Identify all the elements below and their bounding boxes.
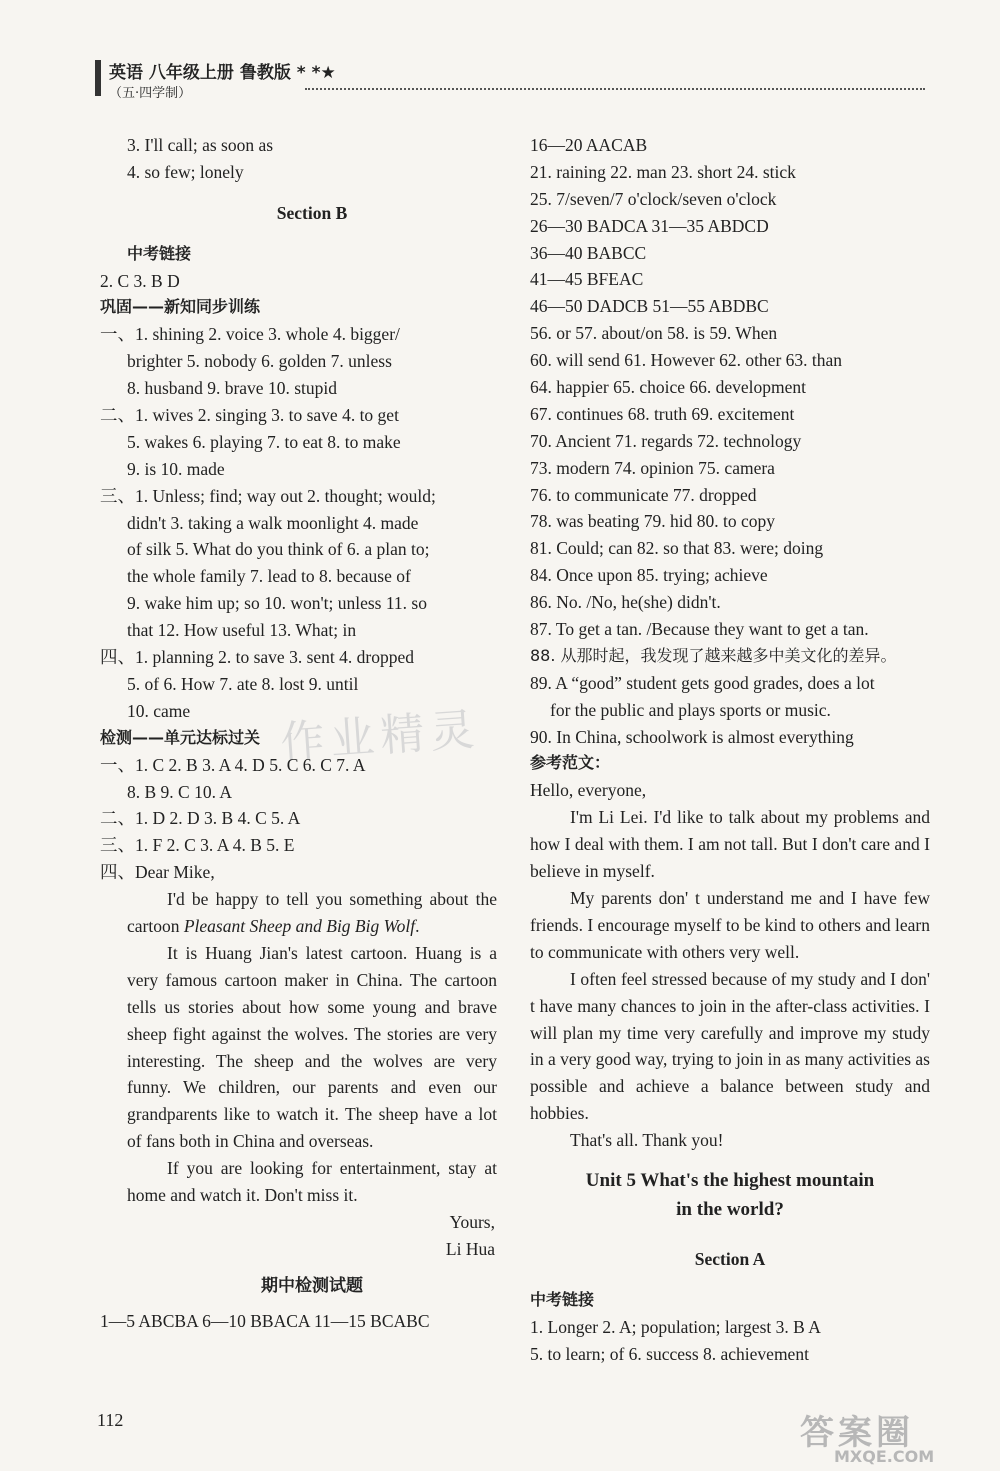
answer-line: 90. In China, schoolwork is almost everything — [530, 726, 854, 747]
answer-line: brighter 5. nobody 6. golden 7. unless — [127, 351, 392, 372]
essay-paragraph: I'm Li Lei. I'd like to talk about my problems and how I deal with them. I am not tall. But I don't care and I believe in myself. — [530, 807, 930, 882]
header-title: 英语 八年级上册 鲁教版 * *★ — [109, 63, 336, 83]
answer-line: 二、1. wives 2. singing 3. to save 4. to get — [100, 405, 399, 426]
answer-line: 25. 7/seven/7 o'clock/seven o'clock — [530, 188, 777, 209]
answer-line: 78. was beating 79. hid 80. to copy — [530, 511, 775, 532]
answer-line: 21. raining 22. man 23. short 24. stick — [530, 161, 796, 182]
answer-line: 一、1. shining 2. voice 3. whole 4. bigger/ — [100, 324, 400, 345]
subsection-heading: 中考链接 — [127, 243, 192, 263]
left-column — [100, 132, 497, 1335]
center-watermark: 作业精灵 — [278, 704, 482, 769]
answer-line: 1—5 ABCBA 6—10 BBACA 11—15 BCABC — [100, 1310, 430, 1331]
answer-line: 60. will send 61. However 62. other 63. than — [530, 350, 843, 371]
answer-line: 四、Dear Mike, — [100, 862, 215, 883]
answer-line: 87. To get a tan. /Because they want to get a tan. — [530, 619, 869, 640]
answer-line: 9. is 10. made — [127, 458, 225, 479]
letter-paragraph: I'd be happy to tell you something about the cartoon Pleasant Sheep and Big Big Wolf. — [127, 889, 497, 936]
answer-line: 四、1. planning 2. to save 3. sent 4. dropped — [100, 647, 414, 668]
answer-line: 84. Once upon 85. trying; achieve — [530, 565, 768, 586]
answer-line: of silk 5. What do you think of 6. a plan to; — [127, 539, 430, 560]
model-essay-heading: 参考范文： — [530, 753, 611, 773]
subsection-heading: 检测——单元达标过关 — [100, 727, 261, 747]
answer-line: 64. happier 65. choice 66. development — [530, 377, 807, 398]
answer-line: 4. so few; lonely — [127, 161, 244, 182]
page-header — [95, 58, 925, 104]
letter-paragraph: If you are looking for entertainment, stay at home and watch it. Don't miss it. — [127, 1158, 497, 1206]
essay-paragraph: I often feel stressed because of my study and I don' t have many chances to join in the after-class activities. I will plan my time very carefully and improve my study in a very good way, trying to join in as many activities as possible and achieve a balance between study and hobbies. — [530, 968, 930, 1124]
answer-line: 88. 从那时起，我发现了越来越多中美文化的差异。 — [530, 645, 897, 665]
section-heading: Section A — [694, 1249, 766, 1270]
answer-line: 5. of 6. How 7. ate 8. lost 9. until — [127, 673, 359, 694]
header-bar — [95, 60, 101, 96]
answer-line: the whole family 7. lead to 8. because of — [127, 566, 411, 587]
answer-line: 70. Ancient 71. regards 72. technology — [530, 430, 802, 451]
answer-line: 1. Longer 2. A; population; largest 3. B A — [530, 1316, 821, 1337]
header-dotted-rule — [305, 88, 925, 90]
site-watermark: 答案圈 MXQE.COM — [800, 1413, 935, 1466]
answer-line: 三、1. Unless; find; way out 2. thought; would; — [100, 485, 436, 506]
subsection-heading: 巩固——新知同步训练 — [100, 297, 261, 317]
answer-line: 3. I'll call; as soon as — [127, 135, 274, 155]
answer-line: 8. husband 9. brave 10. stupid — [127, 378, 337, 399]
cartoon-title: Pleasant Sheep and Big Big Wolf — [183, 915, 416, 936]
answer-line: 一、1. C 2. B 3. A 4. D 5. C 6. C 7. A — [100, 754, 366, 775]
letter-signature: Li Hua — [445, 1238, 495, 1259]
answer-line: 10. came — [127, 700, 191, 721]
page-number: 112 — [97, 1410, 124, 1430]
subsection-heading: 中考链接 — [530, 1289, 595, 1309]
essay-closing: That's all. Thank you! — [570, 1130, 724, 1151]
header-subtitle: （五·四学制） — [109, 86, 192, 101]
answer-line: 73. modern 74. opinion 75. camera — [530, 457, 775, 478]
answer-line: 三、1. F 2. C 3. A 4. B 5. E — [100, 835, 295, 856]
answer-line: 8. B 9. C 10. A — [127, 781, 233, 802]
letter-paragraph: It is Huang Jian's latest cartoon. Huang is a very famous cartoon maker in China. The cartoon tells us stories about how some young and brave sheep fight against the wolves. The stories are very interesting. The sheep and the wolves are very funny. We children, our parents and even our grandparents like to watch it. The sheep have a lot of fans both in China and overseas. — [127, 942, 497, 1152]
right-column — [530, 132, 930, 1368]
answer-line: 二、1. D 2. D 3. B 4. C 5. A — [100, 808, 301, 829]
answer-line: 36—40 BABCC — [530, 242, 647, 263]
answer-line: 2. C 3. B D — [100, 270, 180, 291]
answer-line: for the public and plays sports or music. — [550, 699, 831, 720]
answer-line: didn't 3. taking a walk moonlight 4. made — [127, 512, 419, 533]
answer-line: 16—20 AACAB — [530, 135, 648, 155]
answer-line: 89. A “good” student gets good grades, does a lot — [530, 672, 875, 693]
answer-line: 5. to learn; of 6. success 8. achievement — [530, 1343, 809, 1364]
section-heading: Section B — [276, 202, 348, 223]
answer-line: 56. or 57. about/on 58. is 59. When — [530, 323, 778, 344]
essay-greeting: Hello, everyone, — [530, 780, 647, 801]
essay-paragraph: My parents don' t understand me and I have few friends. I encourage myself to be kind to others and learn to communicate with others very well. — [530, 887, 930, 962]
answer-line: 9. wake him up; so 10. won't; unless 11. so — [127, 593, 427, 614]
answer-line: 41—45 BFEAC — [530, 269, 644, 290]
unit-title: Unit 5 What's the highest mountain in the world? — [585, 1170, 875, 1221]
letter-closing: Yours, — [449, 1211, 495, 1232]
answer-line: 81. Could; can 82. so that 83. were; doing — [530, 538, 824, 559]
answer-line: 76. to communicate 77. dropped — [530, 484, 757, 505]
answer-line: 67. continues 68. truth 69. excitement — [530, 403, 795, 424]
answer-line: 26—30 BADCA 31—35 ABDCD — [530, 215, 769, 236]
answer-line: 86. No. /No, he(she) didn't. — [530, 592, 721, 613]
answer-line: 5. wakes 6. playing 7. to eat 8. to make — [127, 431, 401, 452]
answer-line: that 12. How useful 13. What; in — [127, 620, 357, 641]
midterm-heading: 期中检测试题 — [261, 1275, 363, 1296]
answer-line: 46—50 DADCB 51—55 ABDBC — [530, 296, 769, 317]
